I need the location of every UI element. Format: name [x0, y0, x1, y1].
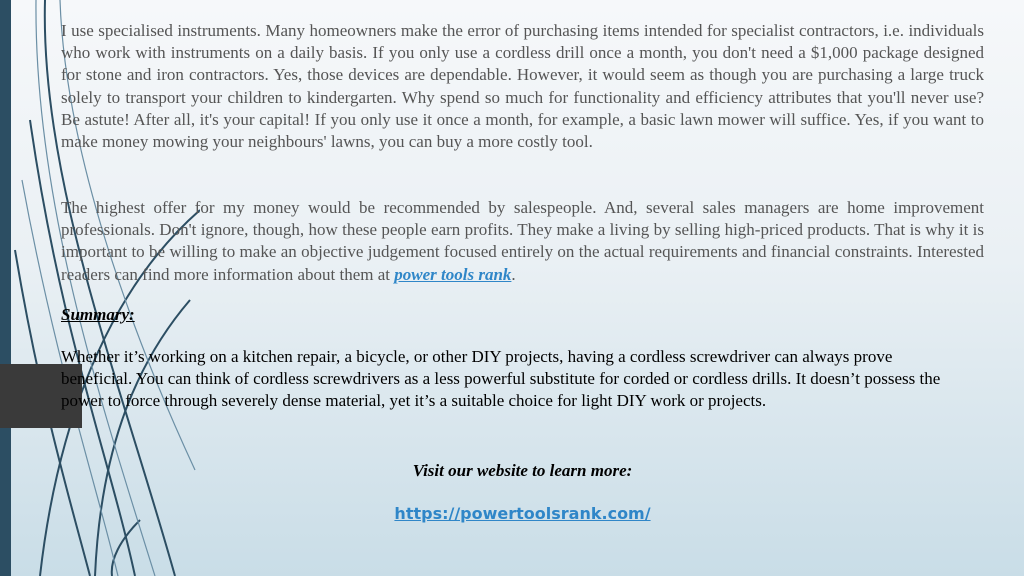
visit-website-text: Visit our website to learn more: [412, 461, 633, 480]
summary-heading: Summary: [61, 305, 135, 324]
paragraph-salespeople [61, 197, 984, 286]
paragraph-salespeople-text: The highest offer for my money would be recommended by salespeople. And, several sales managers are home improvement professionals. Don't ignore, though, how these people earn profits. They make a living by selling high-priced products. That is why it is important to be willing to make an objective judgement focused entirely on the actual requirements and financial constraints. Interested readers can find more information about them at [61, 198, 984, 284]
paragraph-end-period: . [511, 264, 516, 284]
paragraph-instruments: I use specialised instruments. Many homeowners make the error of purchasing items intended for specialist contractors, i.e. individuals who work with instruments on a daily basis. If you only use a cordless drill once a month, you don't need a $1,000 package designed for stone and iron contractors. Yes, those devices are dependable. However, it would seem as though you are purchasing a large truck solely to transport your children to kindergarten. Why spend so much for functionality and efficiency attributes that you'll never use? Be astute! After all, it's your capital! If you only use it once a month, for example, a basic lawn mower will suffice. Yes, if you want to make money mowing your neighbours' lawns, you can buy a more costly tool. [61, 21, 984, 152]
power-tools-rank-link[interactable]: power tools rank [394, 264, 512, 284]
paragraph-summary: Whether it’s working on a kitchen repair, a bicycle, or other DIY projects, having a cordless screwdriver can always prove beneficial. You can think of cordless screwdrivers as a less powerful substitute for corded or cordless drills. It doesn’t possess the power to force through severely dense material, yet it’s a suitable choice for light DIY work or projects. [61, 347, 941, 411]
website-url-link[interactable]: https://powertoolsrank.com/ [394, 504, 651, 523]
